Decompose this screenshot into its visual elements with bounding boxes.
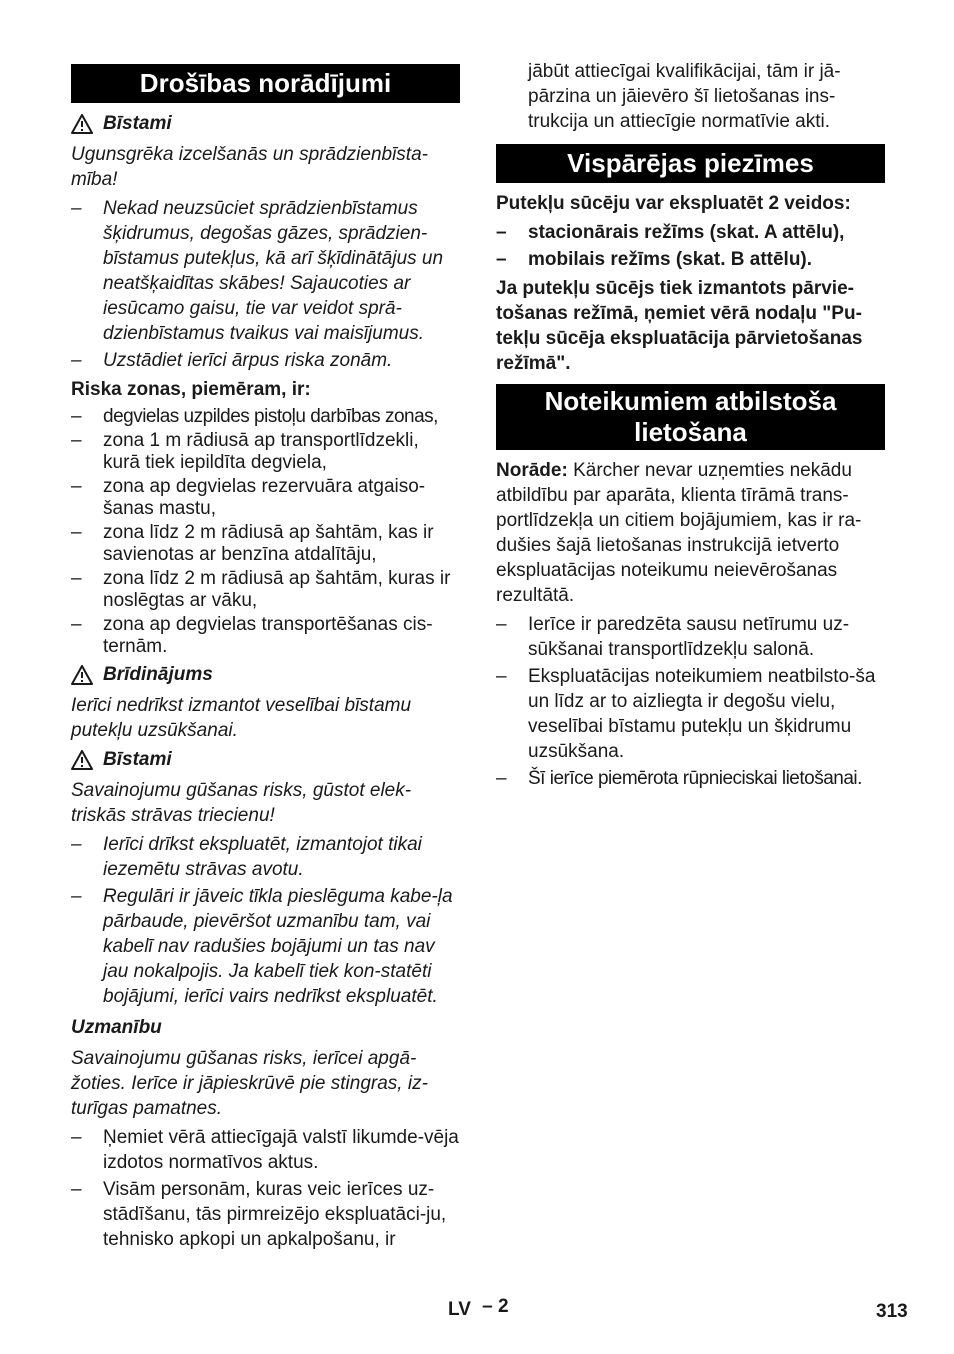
note-paragraph <box>496 458 885 608</box>
list-item: – Nekad neuzsūciet sprādzienbīstamus šķidrumus, degošas gāzes, sprādzien-bīstamus putekļus, kā arī šķīdinātājus un neatšķaidītas skābes! Sajaucoties ar iesūcamo gaisu, tie var veidot sprā-dzienbīstamus tvaikus vai maisījumus. <box>71 196 460 346</box>
warning-title-text: Brīdinājums <box>103 664 213 685</box>
danger-2-text: Savainojumu gūšanas risks, gūstot elek-triskās strāvas triecienu! <box>71 780 412 826</box>
warning-title <box>71 662 460 687</box>
list-item: – Ekspluatācijas noteikumiem neatbilsto-ša un līdz ar to aizliegta ir degošu vielu, veselībai bīstamu putekļu un šķidrumu uzsūkšana. <box>496 664 885 764</box>
warning-triangle-icon <box>71 750 93 770</box>
modes-list <box>496 220 885 272</box>
risk-zones-list <box>71 406 460 658</box>
section-heading-safety: Drošības norādījumi <box>71 64 460 103</box>
danger-title-1-text: Bīstami <box>103 113 172 134</box>
note-text: Kärcher nevar uzņemties nekādu atbildību par aparāta, klienta tīrāmā trans-portlīdzekļa un citiem bojājumiem, kas ir ra-dušies šajā lietošanas instrukcijā ietverto ekspluatācijas noteikumu neievērošanas rezultātā. <box>496 460 862 606</box>
list-item: – Visām personām, kuras veic ierīces uz-stādīšanu, tās pirmreizējo ekspluatāci-ju, tehnisko apkopi un apkalpošanu, ir <box>71 1177 460 1252</box>
danger-1-text: Ugunsgrēka izcelšanās un sprādzienbīsta-mība! <box>71 144 428 190</box>
note-label: Norāde: <box>496 460 568 481</box>
mobile-note: Ja putekļu sūcējs tiek izmantots pārvie-tošanas režīmā, ņemiet vērā nodaļu "Pu-tekļu sūcēja ekspluatācija pārvietošanas režīmā". <box>496 278 863 374</box>
section-heading-intended-use <box>496 384 885 450</box>
list-item: – Ņemiet vērā attiecīgajā valstī likumde-vēja izdotos normatīvos aktus. <box>71 1125 460 1175</box>
list-item: – zona ap degvielas rezervuāra atgaiso-šanas mastu, <box>71 476 460 520</box>
warning-triangle-icon <box>71 114 93 134</box>
danger-title-2-text: Bīstami <box>103 749 172 770</box>
left-column <box>71 64 460 1256</box>
footer-lang-code: LV <box>448 1299 471 1320</box>
danger-1-list <box>71 196 460 373</box>
caution-title: Uzmanību <box>71 1017 162 1038</box>
danger-title-2 <box>71 747 460 772</box>
page-number: 313 <box>876 1301 908 1322</box>
list-item: – Regulāri ir jāveic tīkla pieslēguma kabe-ļa pārbaude, pievēršot uzmanību tam, vai kabelī nav radušies bojājumi un tas nav jau nokalpojis. Ja kabelī tiek kon-statēti bojājumi, ierīci vairs nedrīkst ekspluatēt. <box>71 884 460 1009</box>
continuation-text: jābūt attiecīgai kvalifikācijai, tām ir jā-pārzina un jāievēro šī lietošanas ins-trukcija un attiecīgie normatīvie akti. <box>528 61 841 132</box>
footer-section-number: – 2 <box>482 1296 509 1317</box>
heading-line-1: Noteikumiem atbilstoša <box>544 386 837 416</box>
list-item: – mobilais režīms (skat. B attēlu). <box>496 247 885 272</box>
list-item: – zona līdz 2 m rādiusā ap šahtām, kas ir savienotas ar benzīna atdalītāju, <box>71 522 460 566</box>
modes-intro: Putekļu sūcēju var ekspluatēt 2 veidos: <box>496 193 851 214</box>
list-item: – zona 1 m rādiusā ap transportlīdzekli, kurā tiek iepildīta degviela, <box>71 430 460 474</box>
section-heading-general: Vispārējas piezīmes <box>496 144 885 183</box>
right-column <box>496 59 885 795</box>
warning-text: Ierīci nedrīkst izmantot veselībai bīstamu putekļu uzsūkšanai. <box>71 695 412 741</box>
footer-language <box>448 1297 509 1322</box>
list-item: – zona līdz 2 m rādiusā ap šahtām, kuras ir noslēgtas ar vāku, <box>71 568 460 612</box>
caution-list <box>71 1125 460 1252</box>
list-item: – Uzstādiet ierīci ārpus riska zonām. <box>71 348 460 373</box>
list-item: – Ierīci drīkst ekspluatēt, izmantojot tikai iezemētu strāvas avotu. <box>71 832 460 882</box>
list-item: – stacionārais režīms (skat. A attēlu), <box>496 220 885 245</box>
heading-line-2: lietošana <box>634 417 747 447</box>
list-item: – Ierīce ir paredzēta sausu netīrumu uz-sūkšanai transportlīdzekļu salonā. <box>496 612 885 662</box>
risk-zones-title: Riska zonas, piemēram, ir: <box>71 379 311 400</box>
warning-triangle-icon <box>71 665 93 685</box>
caution-text: Savainojumu gūšanas risks, ierīcei apgā-žoties. Ierīce ir jāpieskrūvē pie stingras, iz-turīgas pamatnes. <box>71 1048 428 1119</box>
list-item: – Šī ierīce piemērota rūpnieciskai lietošanai. <box>496 766 885 791</box>
danger-2-list <box>71 832 460 1009</box>
danger-title-1 <box>71 111 460 136</box>
list-item: – zona ap degvielas transportēšanas cis-ternām. <box>71 614 460 658</box>
list-item: – degvielas uzpildes pistoļu darbības zonas, <box>71 406 460 428</box>
use-list <box>496 612 885 791</box>
